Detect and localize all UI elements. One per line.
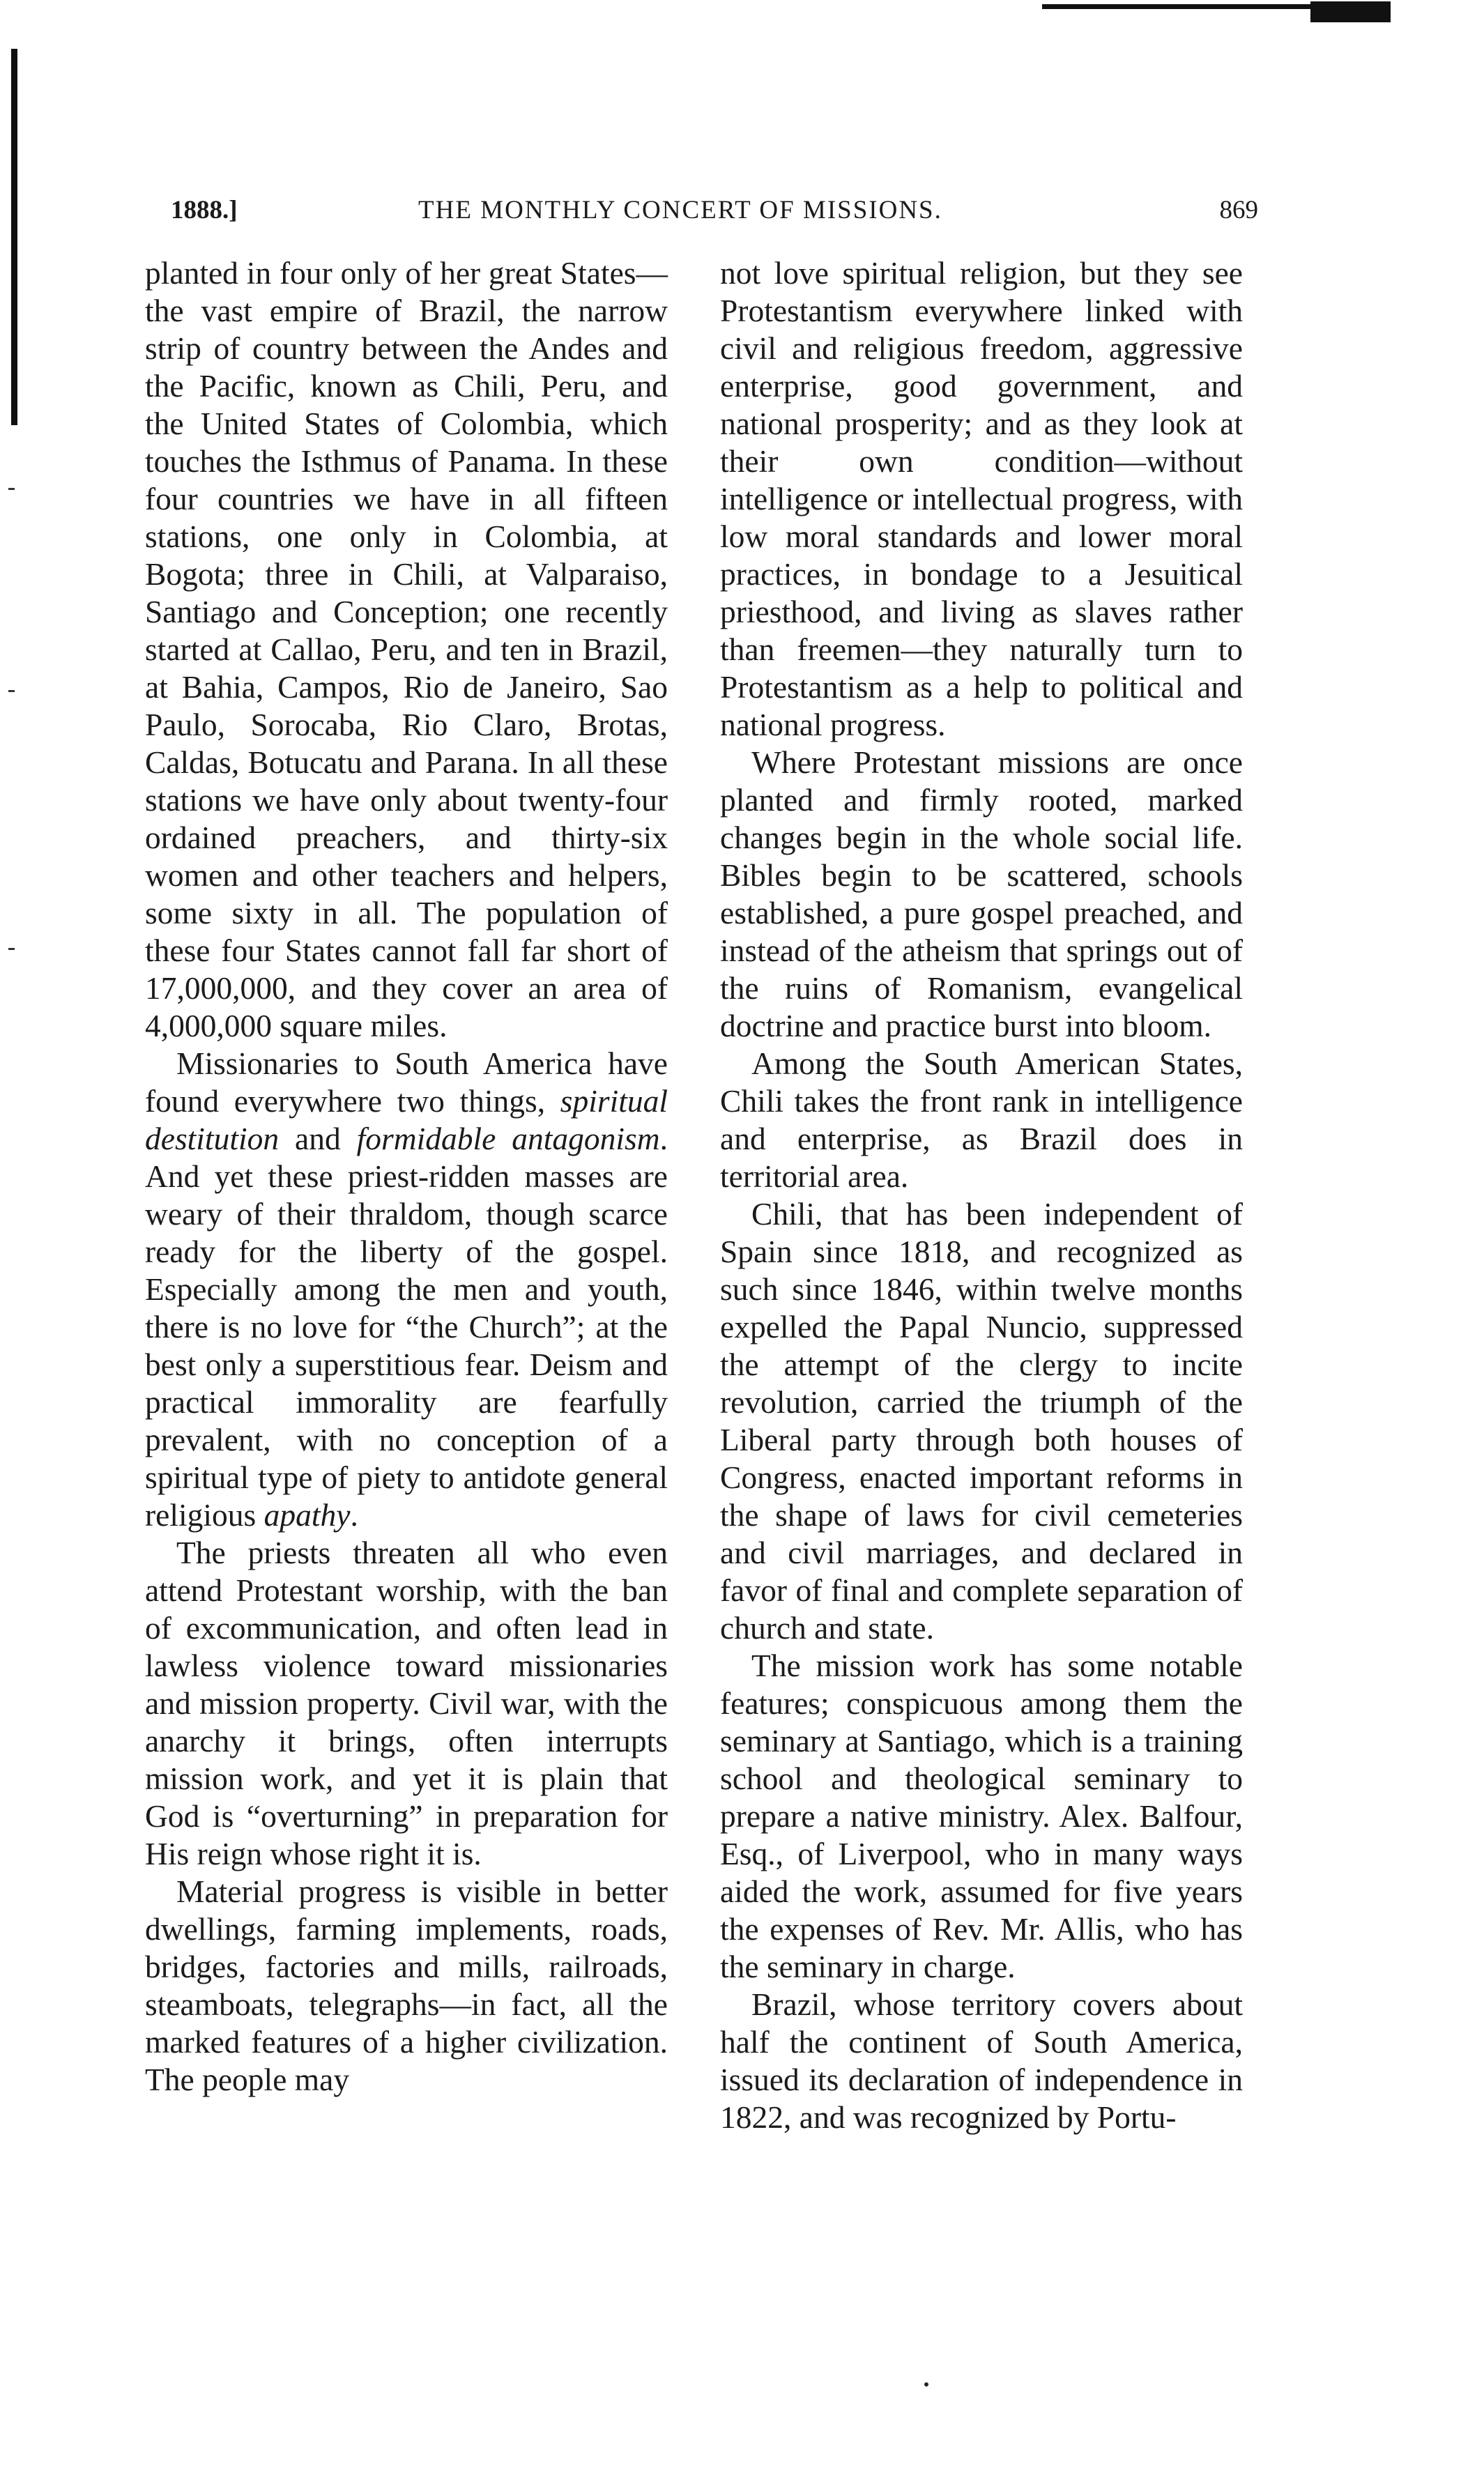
margin-tick — [8, 690, 15, 692]
paragraph: Missionaries to South America have found everywhere two things, spiritual destitution and formidable antagonism. And yet these priest-ridden masses are weary of their thraldom, though scarce ready for the liberty of the gospel. Especially among the men and youth, there is no love for “the Church”; at the best only a superstitious fear. Deism and practical immorality are fearfully prevalent, with no conception of a spiritual type of piety to antidote general religious apathy. — [145, 1045, 668, 1533]
running-header — [171, 195, 1258, 230]
paragraph: Material progress is visible in better dwellings, farming implements, roads, bridges, factories and mills, railroads, steamboats, telegraphs—in fact, all the marked features of a higher civilization. The people may — [145, 1874, 668, 2097]
left-margin-bar — [11, 49, 17, 425]
paragraph: The mission work has some notable features; conspicuous among them the seminary at Santiago, which is a training school and theological seminary to prepare a native ministry. Alex. Balfour, Esq., of Liverpool, who in many ways aided the work, assumed for five years the expenses of Rev. Mr. Allis, who has the seminary in charge. — [720, 1648, 1243, 1984]
margin-tick — [8, 488, 15, 490]
right-column — [720, 254, 1243, 2136]
paragraph: planted in four only of her great States—the vast empire of Brazil, the narrow strip of country between the Andes and the Pacific, known as Chili, Peru, and the United States of Colombia, which touches the Isthmus of Panama. In these four countries we have in all fifteen stations, one only in Colombia, at Bogota; three in Chili, at Valparaiso, Santiago and Conception; one recently started at Callao, Peru, and ten in Brazil, at Bahia, Campos, Rio de Janeiro, Sao Paulo, Sorocaba, Rio Claro, Brotas, Caldas, Botucatu and Parana. In all these stations we have only about twenty-four ordained preachers, and thirty-six women and other teachers and helpers, some sixty in all. The population of these four States cannot fall far short of 17,000,000, and they cover an area of 4,000,000 square miles. — [145, 255, 668, 1043]
paragraph: Where Protestant missions are once planted and firmly rooted, marked changes begin in the whole social life. Bibles begin to be scattered, schools established, a pure gospel preached, and instead of the atheism that springs out of the ruins of Romanism, evangelical doctrine and practice burst into bloom. — [720, 744, 1243, 1043]
left-column — [145, 254, 668, 2099]
header-date: 1888.] — [171, 196, 238, 224]
top-edge-mark — [1310, 1, 1391, 22]
margin-tick — [8, 948, 15, 950]
stray-dot — [924, 2382, 928, 2387]
paragraph: Among the South American States, Chili takes the front rank in intelligence and enterprise, as Brazil does in territorial area. — [720, 1045, 1243, 1194]
header-title: THE MONTHLY CONCERT OF MISSIONS. — [418, 196, 942, 224]
page-number: 869 — [1219, 196, 1258, 224]
paragraph: not love spiritual religion, but they see Protestantism everywhere linked with civil and religious freedom, aggressive enterprise, good government, and national prosperity; and as they look at their own condition—without intelligence or intellectual progress, with low moral standards and lower moral practices, in bondage to a Jesuitical priesthood, and living as slaves rather than freemen—they naturally turn to Protestantism as a help to political and national progress. — [720, 255, 1243, 742]
paragraph: The priests threaten all who even attend Protestant worship, with the ban of excommunication, and often lead in lawless violence toward missionaries and mission property. Civil war, with the anarchy it brings, often interrupts mission work, and yet it is plain that God is “overturning” in preparation for His reign whose right it is. — [145, 1535, 668, 1871]
paragraph: Brazil, whose territory covers about half the continent of South America, issued its declaration of independence in 1822, and was recognized by Portu- — [720, 1986, 1243, 2135]
paragraph: Chili, that has been independent of Spain since 1818, and recognized as such since 1846, within twelve months expelled the Papal Nuncio, suppressed the attempt of the clergy to incite revolution, carried the triumph of the Liberal party through both houses of Congress, enacted important reforms in the shape of laws for civil cemeteries and civil marriages, and declared in favor of final and complete separation of church and state. — [720, 1196, 1243, 1646]
